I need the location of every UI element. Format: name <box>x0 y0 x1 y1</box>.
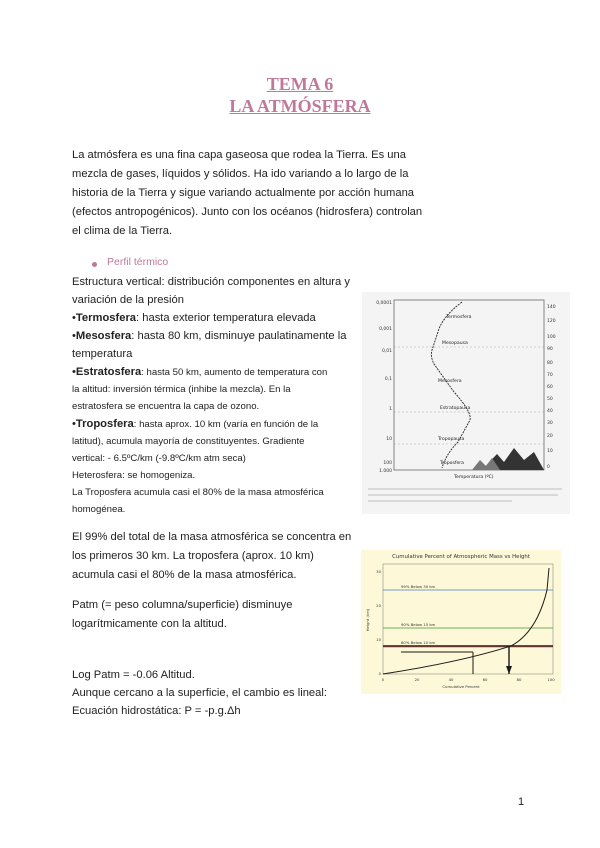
label-90: 90% Below 15 km <box>401 622 436 627</box>
label-termosfera: Termosfera <box>446 315 472 320</box>
estratosfera-text: : hasta 50 km, aumento de temperatura con <box>141 367 328 378</box>
mesosfera-line: •Mesosfera: hasta 80 km, disminuye paulatinamente la <box>72 330 347 342</box>
label-mesosfera: Mesosfera <box>438 379 462 384</box>
label-80: 80% Below 10 km <box>401 640 436 645</box>
termosfera-text: : hasta exterior temperatura elevada <box>136 312 316 324</box>
label-estratopausa: Estratopausa <box>440 406 471 411</box>
patm-line: Patm (= peso columna/superficie) disminuye <box>72 599 293 611</box>
pressure-tick: 0,01 <box>381 349 392 354</box>
troposfera-mass-line: La Troposfera acumula casi el 80% de la masa atmosférica <box>72 487 324 498</box>
fig2-title: Cumulative Percent of Atmospheric Mass vs Height <box>392 554 530 560</box>
temperature-profile-figure <box>362 292 570 514</box>
troposfera-label: Troposfera <box>75 418 134 430</box>
pressure-tick: 1.000 <box>379 469 392 474</box>
mass-line: El 99% del total de la masa atmosférica se concentra en <box>72 531 352 543</box>
mass-height-figure <box>361 550 561 694</box>
x-axis-label: Cumulative Percent <box>442 684 480 689</box>
termosfera-label: Termosfera <box>75 312 137 324</box>
x-tick: 100 <box>547 677 555 682</box>
y-tick: 30 <box>376 569 381 574</box>
estratosfera-line: •Estratosfera: hasta 50 km, aumento de temperatura con <box>72 366 328 378</box>
pressure-tick: 100 <box>383 461 392 466</box>
profile-heading-text: Perfil térmico <box>107 256 169 268</box>
mass-line: los primeros 30 km. La troposfera (aprox. 10 km) <box>72 550 314 562</box>
altitude-tick: 120 <box>547 319 556 324</box>
pressure-tick: 0,1 <box>384 377 392 382</box>
pressure-tick: 0,0001 <box>376 301 392 306</box>
label-mesopausa: Mesopausa <box>442 341 468 346</box>
y-tick: 20 <box>376 603 381 608</box>
title-line-2: LA ATMÓSFERA <box>229 96 371 116</box>
altitude-tick: 0 <box>547 465 550 470</box>
mesosfera-text: : hasta 80 km, disminuye paulatinamente la <box>131 330 347 342</box>
profile-heading <box>90 256 168 268</box>
altitude-tick: 50 <box>547 397 553 402</box>
x-tick: 80 <box>516 677 522 682</box>
patm-line: logarítmicamente con la altitud. <box>72 618 227 630</box>
logp-line: Ecuación hidrostática: P = -p.g.Δh <box>72 705 241 717</box>
mesosfera-label: Mesosfera <box>75 330 132 342</box>
estratosfera-line-2: la altitud: inversión térmica (inhibe la mezcla). En la <box>72 384 291 395</box>
x-tick: 60 <box>482 677 488 682</box>
troposfera-line-2: latitud), acumula mayoría de constituyentes. Gradiente <box>72 436 305 447</box>
intro-line: (efectos antropogénicos). Junto con los océanos (hidrosfera) controlan <box>72 206 423 218</box>
altitude-tick: 80 <box>547 361 553 366</box>
logp-line: Aunque cercano a la superficie, el cambio es lineal: <box>72 687 327 699</box>
label-xaxis: Temperatura (ºC) <box>454 475 494 480</box>
x-tick: 0 <box>381 677 385 682</box>
altitude-tick: 100 <box>547 335 556 340</box>
x-tick: 40 <box>448 677 454 682</box>
altitude-tick: 90 <box>547 347 553 352</box>
troposfera-line-3: vertical: - 6.5ºC/km (-9.8ºC/km atm seca) <box>72 453 246 464</box>
y-tick: 10 <box>376 637 381 642</box>
troposfera-line: •Troposfera: hasta aprox. 10 km (varía en función de la <box>72 418 319 430</box>
y-axis-label: Height (km) <box>365 608 370 632</box>
troposfera-text: : hasta aprox. 10 km (varía en función de la <box>133 419 319 430</box>
troposfera-mass-line-2: homogénea. <box>72 504 126 515</box>
altitude-tick: 30 <box>547 421 553 426</box>
label-troposfera: Troposfera <box>440 461 464 466</box>
intro-line: mezcla de gases, líquidos y sólidos. Ha ido variando a lo largo de la <box>72 168 409 180</box>
patm-paragraph <box>72 596 362 634</box>
mesosfera-line-2: temperatura <box>72 348 133 360</box>
intro-line: el clima de la Tierra. <box>72 225 173 237</box>
altitude-tick: 20 <box>547 434 553 439</box>
pressure-tick: 10 <box>386 437 392 442</box>
termosfera-line: •Termosfera: hasta exterior temperatura elevada <box>72 312 316 324</box>
figure-background <box>362 292 570 514</box>
title-line-1: TEMA 6 <box>266 74 334 94</box>
estratosfera-line-3: estratosfera se encuentra la capa de ozono. <box>72 401 260 412</box>
profile-line: variación de la presión <box>72 294 184 306</box>
y-tick: 0 <box>378 671 381 676</box>
profile-line: Estructura vertical: distribución componentes en altura y <box>72 276 350 288</box>
page-number: 1 <box>518 796 525 808</box>
intro-line: La atmósfera es una fina capa gaseosa que rodea la Tierra. Es una <box>72 149 406 161</box>
intro-line: historia de la Tierra y sigue variando actualmente por acción humana <box>72 187 415 199</box>
intro-paragraph <box>72 146 432 241</box>
estratosfera-label: Estratosfera <box>75 366 142 378</box>
logp-paragraph <box>72 666 372 720</box>
logp-line: Log Patm = -0.06 Altitud. <box>72 669 195 681</box>
mass-paragraph <box>72 528 362 585</box>
x-tick: 20 <box>414 677 420 682</box>
pressure-tick: 0,001 <box>379 327 392 332</box>
pressure-tick: 1 <box>389 407 392 412</box>
label-99: 99% Below 30 km <box>401 584 436 589</box>
label-tropopausa: Tropopausa <box>438 437 465 442</box>
altitude-tick: 140 <box>547 305 556 310</box>
altitude-tick: 10 <box>547 449 553 454</box>
altitude-tick: 40 <box>547 409 553 414</box>
mass-line: acumula casi el 80% de la masa atmosférica. <box>72 569 297 581</box>
altitude-tick: 60 <box>547 385 553 390</box>
altitude-tick: 70 <box>547 373 553 378</box>
profile-text <box>72 273 354 518</box>
heterosfera-line: Heterosfera: se homogeniza. <box>72 470 196 481</box>
